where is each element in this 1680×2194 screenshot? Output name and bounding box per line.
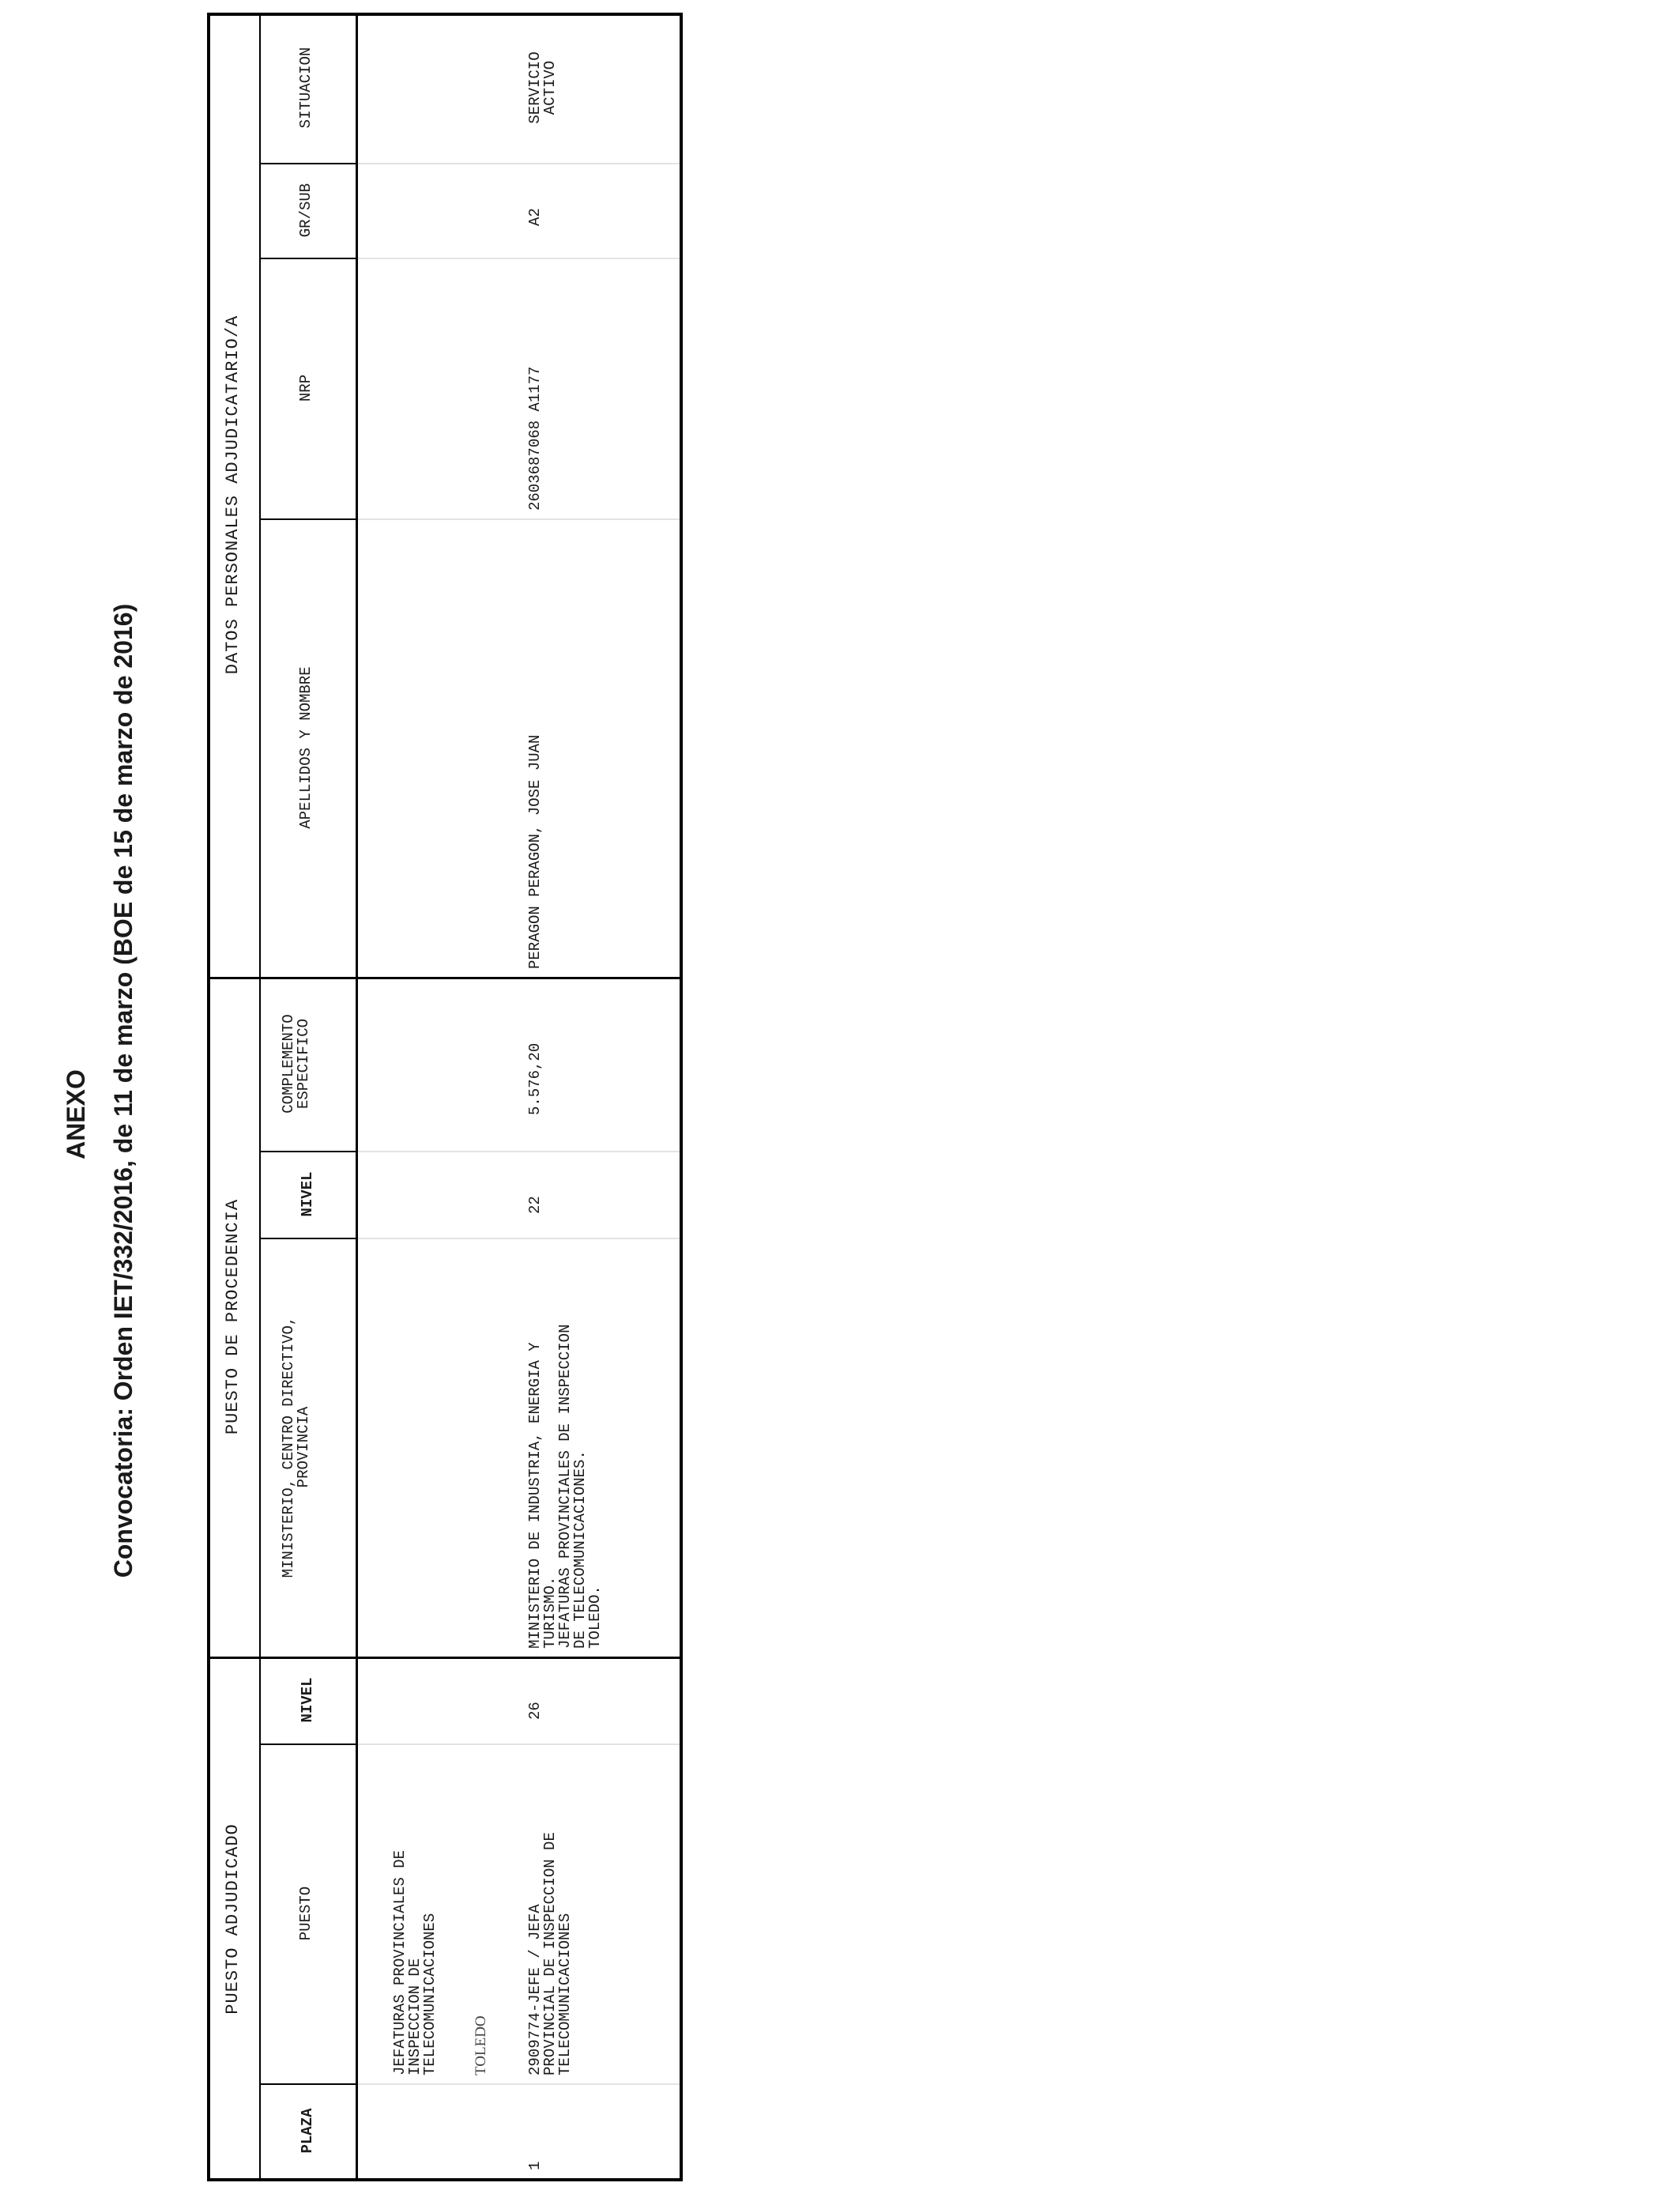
cell-apellidos: PERAGON PERAGON, JOSE JUAN <box>526 734 544 969</box>
column-header-nivel-adjudicado: NIVEL <box>299 1677 316 1723</box>
column-header-plaza: PLAZA <box>299 2108 316 2154</box>
column-header-ministerio: MINISTERIO, CENTRO DIRECTIVO, PROVINCIA <box>280 1316 312 1578</box>
cell-nivel-adjudicado: 26 <box>526 1702 544 1720</box>
cell-complemento: 5.576,20 <box>526 1042 544 1115</box>
column-header-puesto: PUESTO <box>297 1886 315 1941</box>
cell-nivel-procedencia: 22 <box>526 1196 544 1214</box>
column-header-grsub: GR/SUB <box>297 183 315 238</box>
group-header-puesto-procedencia: PUESTO DE PROCEDENCIA <box>223 1198 243 1435</box>
cell-grsub: A2 <box>526 208 544 226</box>
column-header-nrp: NRP <box>297 374 315 402</box>
column-header-apellidos: APELLIDOS Y NOMBRE <box>297 666 315 829</box>
cell-puesto: 2909774-JEFE / JEFA PROVINCIAL DE INSPECCION DE TELECOMUNICACIONES <box>526 1832 574 2075</box>
cell-plaza: 1 <box>526 2161 544 2170</box>
cell-nrp: 2603687068 A1177 <box>526 366 544 511</box>
cell-ministerio: MINISTERIO DE INDUSTRIA, ENERGIA Y TURISMO. JEFATURAS PROVINCIALES DE INSPECCION DE TELECOMUNICACIONES. TOLEDO. <box>526 1324 604 1649</box>
column-header-complemento: COMPLEMENTO ESPECIFICO <box>280 1014 312 1114</box>
group-row-unit: JEFATURAS PROVINCIALES DE INSPECCION DE TELECOMUNICACIONES <box>391 1849 439 2075</box>
cell-situacion: SERVICIO ACTIVO <box>526 51 559 124</box>
group-header-puesto-adjudicado: PUESTO ADJUDICADO <box>223 1823 243 2015</box>
group-header-datos-personales: DATOS PERSONALES ADJUDICATARIO/A <box>223 315 243 675</box>
document-subtitle: Convocatoria: Orden IET/332/2016, de 11 de marzo (BOE de 15 de marzo de 2016) <box>109 603 137 1578</box>
column-header-nivel-procedencia: NIVEL <box>299 1171 316 1217</box>
group-row-province: TOLEDO <box>473 2015 489 2075</box>
document-title: ANEXO <box>62 1069 90 1159</box>
column-header-situacion: SITUACION <box>297 47 315 129</box>
